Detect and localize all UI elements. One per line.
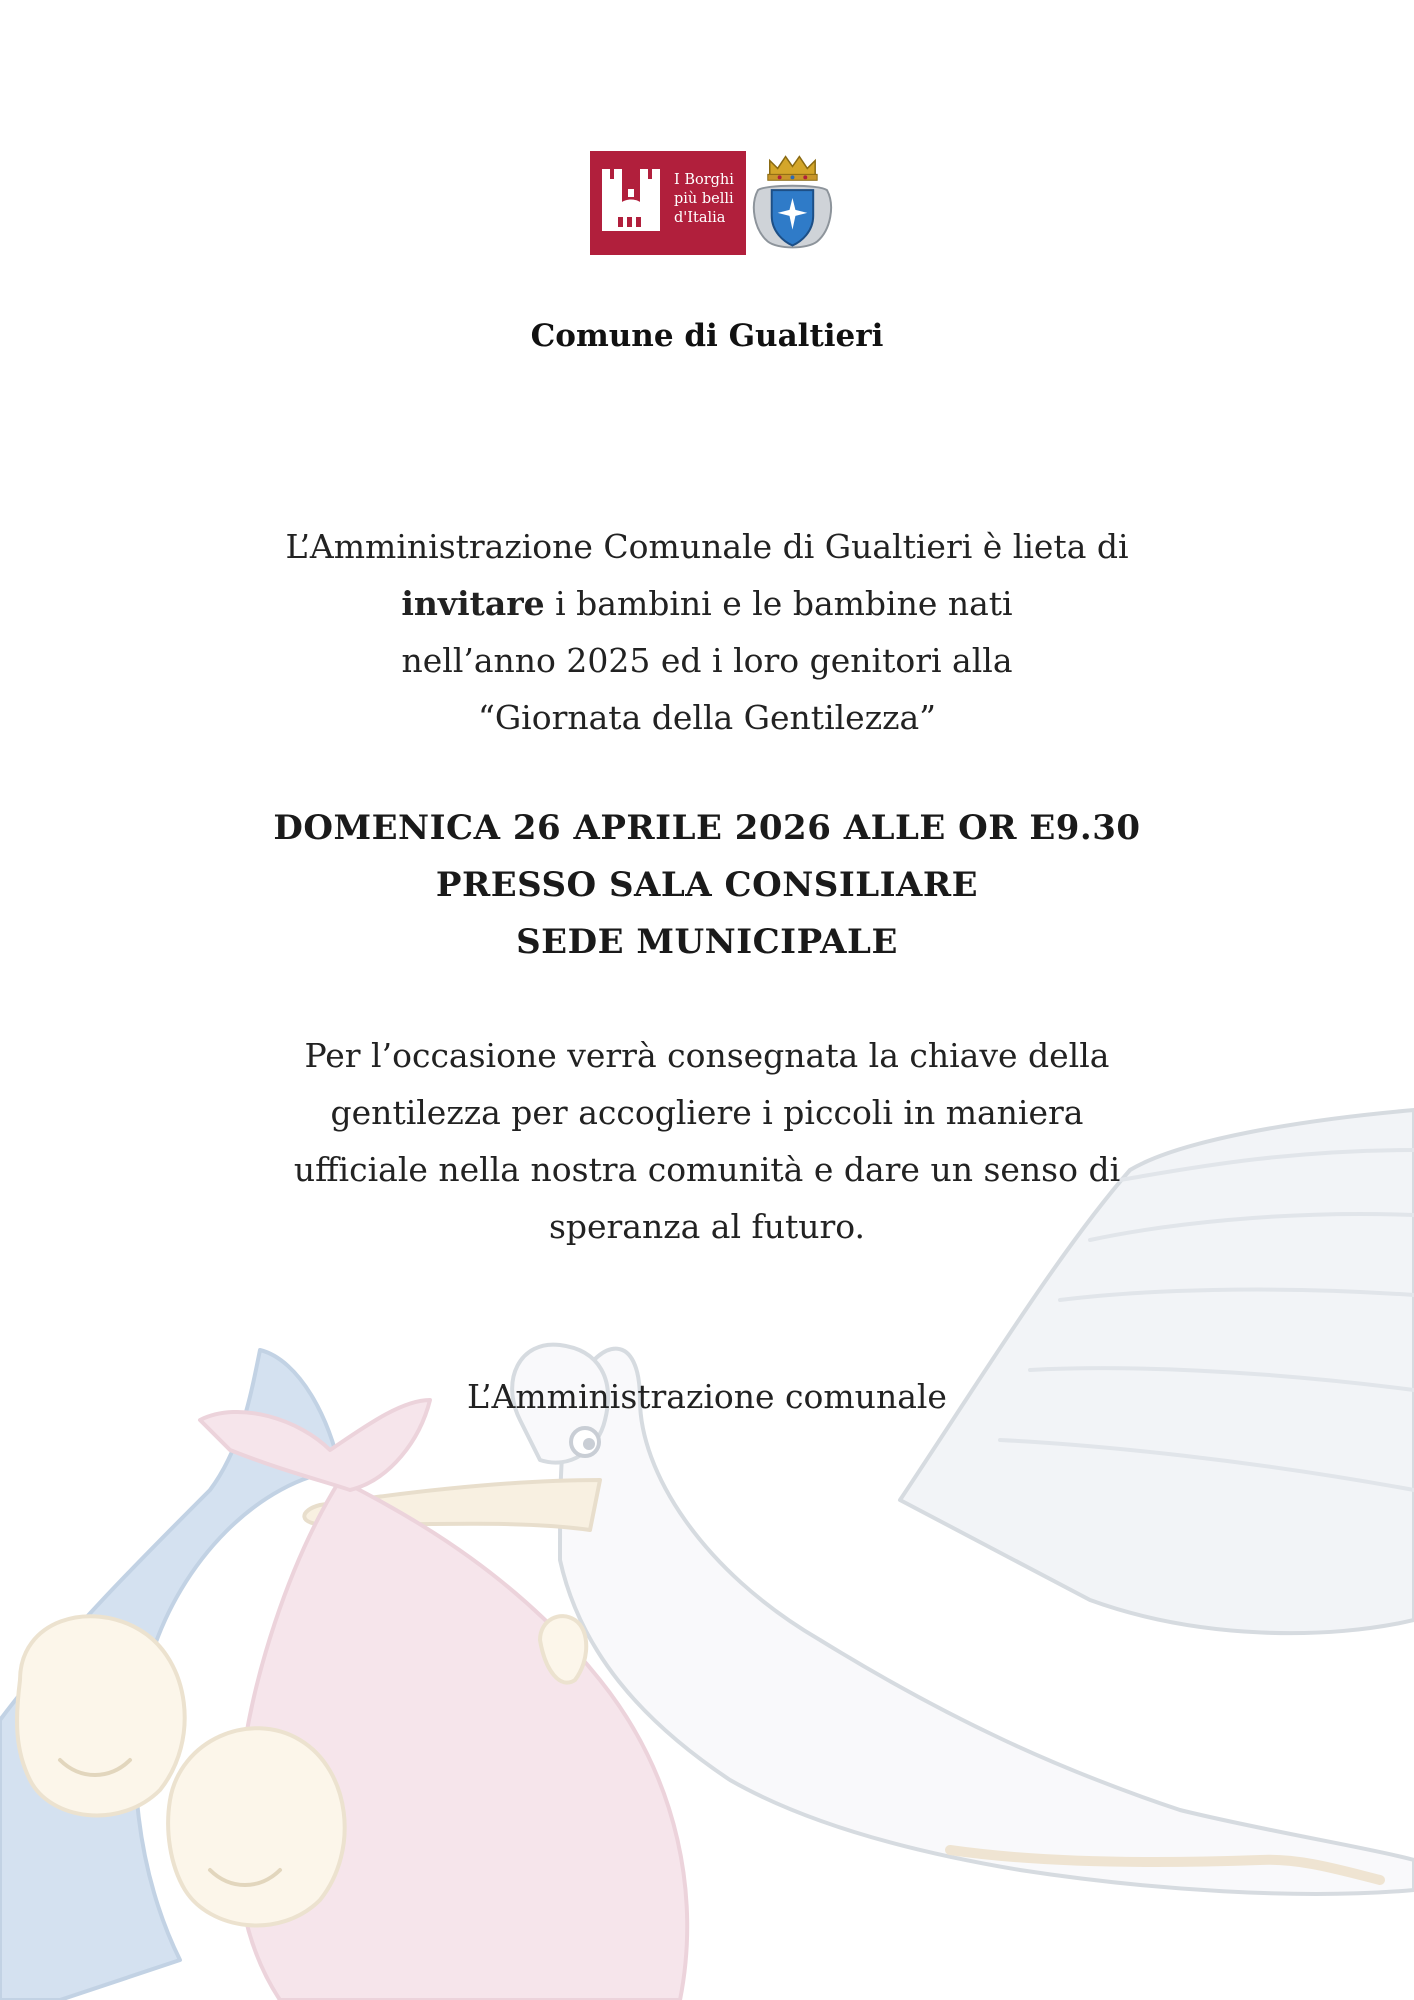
signature: L’Amministrazione comunale [467, 1377, 947, 1416]
event-venue: SEDE MUNICIPALE [516, 922, 898, 962]
intro-paragraph [0, 518, 1414, 746]
intro-line-rest: i bambini e le bambine nati [544, 584, 1013, 623]
logo-group [590, 150, 835, 256]
intro-line [0, 575, 1414, 632]
event-name: “Giornata della Gentilezza” [477, 698, 937, 737]
event-place: PRESSO SALA CONSILIARE [435, 865, 979, 905]
intro-line: nell’anno 2025 ed i loro genitori alla [401, 641, 1013, 680]
event-date: DOMENICA 26 APRILE 2026 ALLE OR E9.30 [273, 808, 1141, 848]
borghi-logo [590, 151, 746, 255]
borghi-text-line: I Borghi [674, 172, 734, 188]
intro-line: L’Amministrazione Comunale di Gualtieri è lieta di [285, 527, 1129, 566]
coat-of-arms-icon [750, 150, 835, 256]
intro-bold-word: invitare [401, 584, 545, 623]
borghi-text-line: d'Italia [674, 210, 726, 226]
occasion-line: gentilezza per accogliere i piccoli in maniera [330, 1093, 1084, 1132]
occasion-paragraph [0, 1027, 1414, 1255]
occasion-line: ufficiale nella nostra comunità e dare un senso di [293, 1150, 1121, 1189]
event-details [0, 800, 1414, 971]
municipality-title: Comune di Gualtieri [530, 318, 884, 354]
castle-icon [590, 151, 672, 255]
occasion-line: speranza al futuro. [548, 1207, 866, 1246]
borghi-text-line: più belli [674, 191, 734, 207]
occasion-line: Per l’occasione verrà consegnata la chiave della [304, 1036, 1110, 1075]
